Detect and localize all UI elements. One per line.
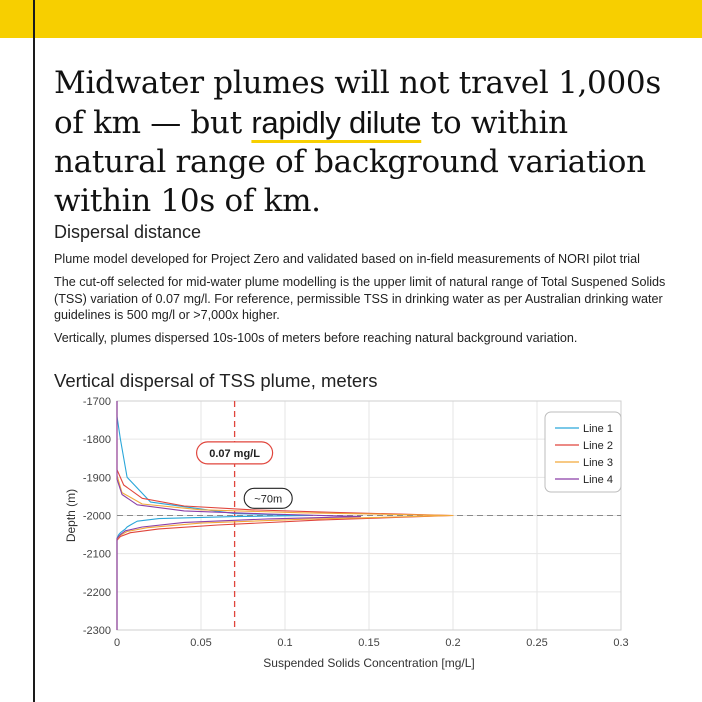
y-tick-label: -1700 bbox=[82, 396, 111, 408]
x-tick-label: 0 bbox=[113, 637, 121, 649]
y-tick-label: -2300 bbox=[82, 625, 111, 637]
y-tick-label: -2000 bbox=[82, 510, 111, 523]
left-rule bbox=[33, 0, 35, 702]
x-tick-label: 0.05 bbox=[190, 637, 212, 649]
x-axis-title: Suspended Solids Concentration [mg/L] bbox=[263, 656, 475, 670]
x-tick-label: 0.1 bbox=[277, 637, 293, 649]
paragraph-model: Plume model developed for Project Zero and validated based on in-field measurements of NORI pilot trial bbox=[54, 252, 640, 266]
y-tick-label: -2100 bbox=[82, 548, 111, 561]
x-tick-label: 0.25 bbox=[526, 637, 548, 649]
x-tick-label: 0.2 bbox=[445, 637, 461, 649]
annotation-cutoff-label: 0.07 mg/L bbox=[209, 447, 260, 460]
y-tick-label: -1800 bbox=[82, 434, 111, 447]
y-tick-label: -1900 bbox=[82, 472, 111, 485]
legend-label-4: Line 4 bbox=[583, 474, 613, 486]
chart-title: Vertical dispersal of TSS plume, meters bbox=[54, 370, 378, 391]
section-title: Dispersal distance bbox=[54, 222, 202, 242]
paragraph-vertical: Vertically, plumes dispersed 10s-100s of meters before reaching natural background variation. bbox=[54, 331, 578, 345]
headline-part1: Midwater plumes will not travel 1,000s of km — but bbox=[54, 65, 661, 141]
y-tick-label: -2200 bbox=[82, 586, 111, 599]
top-banner bbox=[0, 0, 702, 38]
legend-label-3: Line 3 bbox=[583, 457, 613, 469]
y-axis-title: Depth (m) bbox=[64, 488, 78, 543]
paragraph-cutoff: The cut-off selected for mid-water plume modelling is the upper limit of natural range of Total Suspened Solids (TSS) variation of 0.07 mg/l. For reference, permissible TSS in drinking water as per Australian drinking water guidelines is 500 mg/l or >7,000x higher. bbox=[54, 275, 666, 322]
x-tick-label: 0.15 bbox=[358, 637, 380, 649]
headline-highlight: rapidly dilute bbox=[251, 105, 422, 140]
headline bbox=[54, 64, 674, 221]
legend-label-1: Line 1 bbox=[583, 423, 613, 435]
annotation-range-label: ~70m bbox=[254, 493, 283, 506]
x-tick-label: 0.3 bbox=[613, 637, 629, 649]
legend-label-2: Line 2 bbox=[583, 440, 613, 452]
dispersal-chart bbox=[44, 392, 684, 682]
headline-part2: to within natural range of background variation within 10s of km. bbox=[54, 105, 646, 219]
